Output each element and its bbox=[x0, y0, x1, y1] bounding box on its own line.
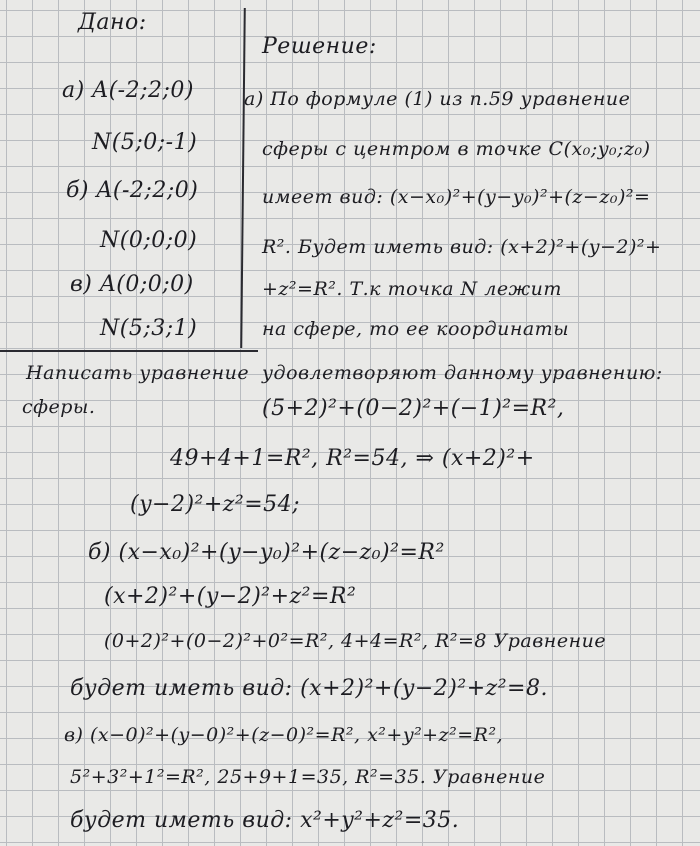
solution-line: а) По формуле (1) из п.59 уравнение bbox=[244, 88, 631, 110]
solution-title: Решение: bbox=[262, 34, 377, 59]
solution-line: сферы с центром в точке C(x₀;y₀;z₀) bbox=[262, 138, 651, 160]
solution-line: R². Будет иметь вид: (x+2)²+(y−2)²+ bbox=[262, 236, 662, 258]
solution-line: (y−2)²+z²=54; bbox=[130, 492, 301, 517]
solution-line: б) (x−x₀)²+(y−y₀)²+(z−z₀)²=R² bbox=[88, 540, 445, 565]
solution-line: имеет вид: (x−x₀)²+(y−y₀)²+(z−z₀)²= bbox=[262, 186, 651, 208]
solution-line: 49+4+1=R², R²=54, ⇒ (x+2)²+ bbox=[170, 446, 535, 471]
given-item: б) A(-2;2;0) bbox=[66, 178, 199, 203]
given-divider bbox=[0, 350, 258, 352]
solution-line: в) (x−0)²+(y−0)²+(z−0)²=R², x²+y²+z²=R², bbox=[64, 724, 504, 746]
given-item: в) A(0;0;0) bbox=[70, 272, 194, 297]
given-item: N(0;0;0) bbox=[100, 228, 198, 253]
solution-line: (0+2)²+(0−2)²+0²=R², 4+4=R², R²=8 Уравнение bbox=[104, 630, 607, 652]
given-title: Дано: bbox=[78, 10, 147, 35]
task-text: сферы. bbox=[22, 396, 96, 418]
solution-line: 5²+3²+1²=R², 25+9+1=35, R²=35. Уравнение bbox=[70, 766, 546, 788]
solution-line: будет иметь вид: (x+2)²+(y−2)²+z²=8. bbox=[70, 676, 548, 701]
task-text: Написать уравнение bbox=[26, 362, 250, 384]
solution-line: +z²=R². Т.к точка N лежит bbox=[262, 278, 562, 300]
solution-line: (x+2)²+(y−2)²+z²=R² bbox=[104, 584, 357, 609]
given-item: N(5;3;1) bbox=[100, 316, 198, 341]
solution-line: на сфере, то ее координаты bbox=[262, 318, 570, 340]
solution-line: (5+2)²+(0−2)²+(−1)²=R², bbox=[262, 396, 565, 421]
column-divider bbox=[240, 8, 246, 348]
solution-line: будет иметь вид: x²+y²+z²=35. bbox=[70, 808, 460, 833]
given-item: N(5;0;-1) bbox=[92, 130, 198, 155]
solution-line: удовлетворяют данному уравнению: bbox=[262, 362, 663, 384]
given-item: а) A(-2;2;0) bbox=[62, 78, 194, 103]
